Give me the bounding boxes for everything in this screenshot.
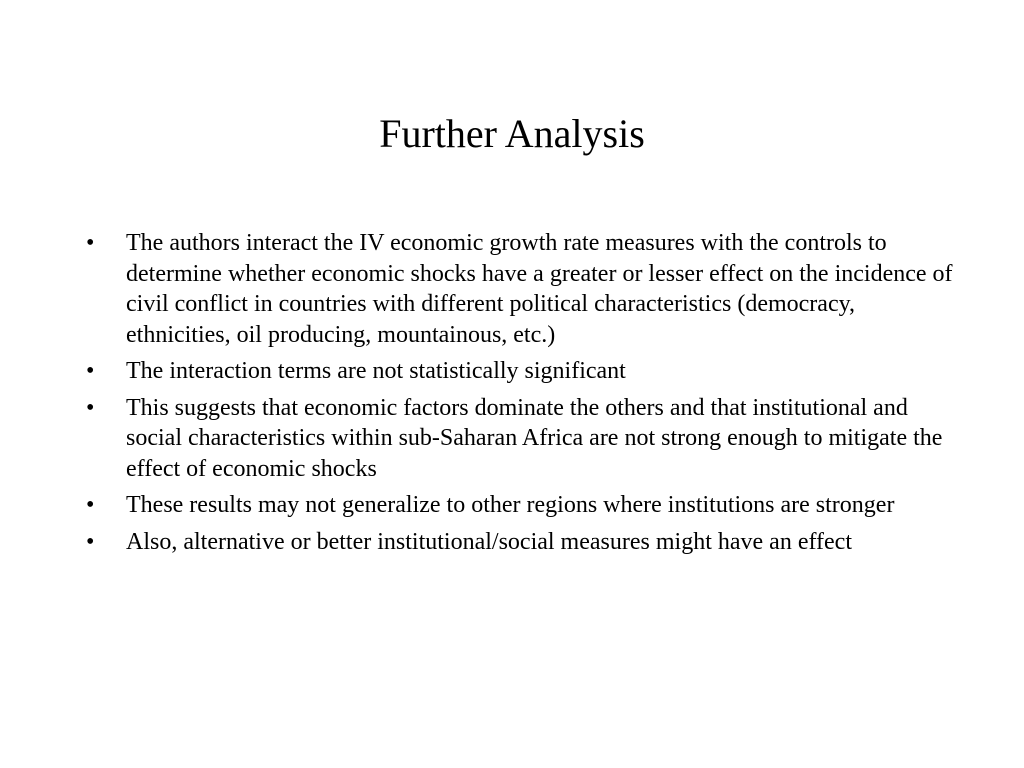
bullet-marker: • <box>86 230 95 256</box>
bullet-item <box>86 527 956 558</box>
bullet-item <box>86 356 956 387</box>
bullet-item <box>86 228 956 350</box>
bullet-marker: • <box>86 358 95 384</box>
bullet-marker: • <box>86 394 95 421</box>
bullet-item <box>86 393 956 485</box>
bullet-marker: • <box>86 492 95 518</box>
bullet-text: Also, alternative or better institutional/social measures might have an effect <box>126 528 852 555</box>
bullet-text: The authors interact the IV economic growth rate measures with the controls to determine whether economic shocks have a greater or lesser effect on the incidence of civil conflict in countries with different political characteristics (democracy, ethnicities, oil producing, mountainous, etc.) <box>126 230 953 348</box>
bullet-item <box>86 490 956 521</box>
slide-title: Further Analysis <box>379 111 645 156</box>
bullet-text: This suggests that economic factors dominate the others and that institutional and social characteristics within sub-Saharan Africa are not strong enough to mitigate the effect of economic shocks <box>126 394 943 482</box>
bullet-text: These results may not generalize to other regions where institutions are stronger <box>126 492 895 518</box>
bullet-marker: • <box>86 528 95 555</box>
bullet-list <box>86 228 956 563</box>
bullet-text: The interaction terms are not statistically significant <box>126 358 626 384</box>
